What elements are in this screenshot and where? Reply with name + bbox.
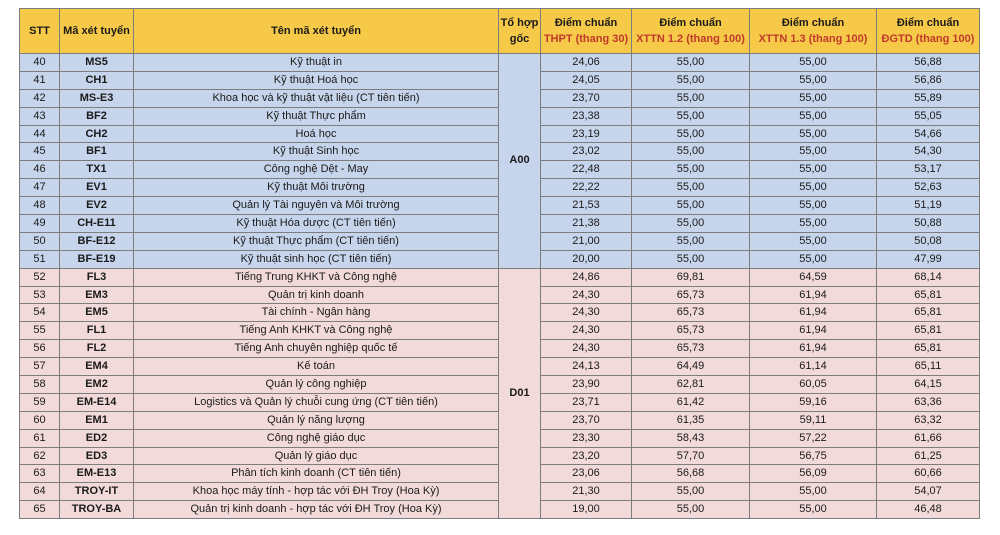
- cell-xttn12: 55,00: [632, 197, 750, 215]
- cell-xttn12: 64,49: [632, 358, 750, 376]
- cell-code: MS-E3: [60, 89, 134, 107]
- header-xttn12-line2: XTTN 1.2 (thang 100): [636, 33, 745, 45]
- cell-xttn13: 55,00: [750, 197, 877, 215]
- header-row: [20, 9, 980, 54]
- header-thpt: [541, 9, 632, 54]
- cell-thpt: 24,30: [541, 340, 632, 358]
- cell-xttn13: 60,05: [750, 376, 877, 394]
- cell-xttn12: 55,00: [632, 71, 750, 89]
- cell-dgtd: 63,32: [877, 411, 980, 429]
- cell-thpt: 24,30: [541, 286, 632, 304]
- cell-dgtd: 63,36: [877, 393, 980, 411]
- cell-xttn13: 55,00: [750, 483, 877, 501]
- cell-xttn13: 55,00: [750, 179, 877, 197]
- header-combo: [499, 9, 541, 54]
- cell-thpt: 23,70: [541, 411, 632, 429]
- header-xttn13: [750, 9, 877, 54]
- cell-xttn13: 55,00: [750, 215, 877, 233]
- admission-scores-table: [19, 8, 980, 519]
- cell-stt: 56: [20, 340, 60, 358]
- cell-xttn13: 55,00: [750, 125, 877, 143]
- cell-name: Quản lý Tài nguyên và Môi trường: [134, 197, 499, 215]
- cell-stt: 43: [20, 107, 60, 125]
- cell-xttn13: 55,00: [750, 54, 877, 72]
- cell-dgtd: 61,25: [877, 447, 980, 465]
- cell-dgtd: 54,30: [877, 143, 980, 161]
- cell-code: MS5: [60, 54, 134, 72]
- cell-code: BF2: [60, 107, 134, 125]
- cell-xttn12: 65,73: [632, 286, 750, 304]
- cell-xttn12: 69,81: [632, 268, 750, 286]
- cell-code: BF1: [60, 143, 134, 161]
- header-xttn12-line1: Điểm chuẩn: [659, 17, 722, 29]
- cell-xttn13: 55,00: [750, 232, 877, 250]
- cell-xttn13: 56,09: [750, 465, 877, 483]
- cell-name: Tiếng Trung KHKT và Công nghệ: [134, 268, 499, 286]
- cell-stt: 52: [20, 268, 60, 286]
- cell-dgtd: 52,63: [877, 179, 980, 197]
- cell-stt: 65: [20, 501, 60, 519]
- cell-code: CH1: [60, 71, 134, 89]
- cell-thpt: 20,00: [541, 250, 632, 268]
- cell-thpt: 24,05: [541, 71, 632, 89]
- cell-code: EM-E14: [60, 393, 134, 411]
- cell-name: Kỹ thuật Hoá học: [134, 71, 499, 89]
- cell-thpt: 24,86: [541, 268, 632, 286]
- cell-xttn13: 56,75: [750, 447, 877, 465]
- cell-thpt: 23,90: [541, 376, 632, 394]
- cell-name: Khoa học máy tính - hợp tác với ĐH Troy (Hoa Kỳ): [134, 483, 499, 501]
- cell-stt: 46: [20, 161, 60, 179]
- header-name: Tên mã xét tuyển: [134, 9, 499, 54]
- cell-xttn13: 61,14: [750, 358, 877, 376]
- cell-code: EM2: [60, 376, 134, 394]
- cell-xttn12: 58,43: [632, 429, 750, 447]
- cell-xttn13: 55,00: [750, 107, 877, 125]
- cell-thpt: 21,53: [541, 197, 632, 215]
- cell-code: EM4: [60, 358, 134, 376]
- cell-xttn13: 55,00: [750, 501, 877, 519]
- cell-dgtd: 68,14: [877, 268, 980, 286]
- cell-dgtd: 47,99: [877, 250, 980, 268]
- cell-name: Kỹ thuật in: [134, 54, 499, 72]
- header-stt: STT: [20, 9, 60, 54]
- cell-name: Công nghệ Dệt - May: [134, 161, 499, 179]
- cell-xttn13: 64,59: [750, 268, 877, 286]
- cell-dgtd: 54,66: [877, 125, 980, 143]
- cell-stt: 62: [20, 447, 60, 465]
- cell-stt: 41: [20, 71, 60, 89]
- cell-name: Tiếng Anh KHKT và Công nghệ: [134, 322, 499, 340]
- cell-thpt: 23,30: [541, 429, 632, 447]
- table-body: [20, 54, 980, 519]
- cell-code: EM5: [60, 304, 134, 322]
- cell-combo-group: D01: [499, 268, 541, 518]
- cell-xttn12: 65,73: [632, 304, 750, 322]
- cell-stt: 55: [20, 322, 60, 340]
- cell-name: Kỹ thuật Sinh học: [134, 143, 499, 161]
- cell-name: Tài chính - Ngân hàng: [134, 304, 499, 322]
- cell-stt: 54: [20, 304, 60, 322]
- cell-thpt: 23,19: [541, 125, 632, 143]
- cell-dgtd: 65,81: [877, 322, 980, 340]
- cell-dgtd: 65,81: [877, 340, 980, 358]
- cell-name: Quản lý công nghiệp: [134, 376, 499, 394]
- cell-name: Quản trị kinh doanh - hợp tác với ĐH Troy (Hoa Kỳ): [134, 501, 499, 519]
- cell-xttn13: 57,22: [750, 429, 877, 447]
- cell-name: Kỹ thuật Thực phẩm (CT tiên tiến): [134, 232, 499, 250]
- cell-dgtd: 51,19: [877, 197, 980, 215]
- cell-code: EV2: [60, 197, 134, 215]
- header-xttn13-line2: XTTN 1.3 (thang 100): [758, 33, 868, 45]
- table-header: [20, 9, 980, 54]
- cell-dgtd: 64,15: [877, 376, 980, 394]
- cell-dgtd: 54,07: [877, 483, 980, 501]
- cell-name: Logistics và Quản lý chuỗi cung ứng (CT tiên tiến): [134, 393, 499, 411]
- header-xttn12: [632, 9, 750, 54]
- cell-name: Công nghệ giáo dục: [134, 429, 499, 447]
- cell-xttn12: 61,35: [632, 411, 750, 429]
- cell-code: TROY-IT: [60, 483, 134, 501]
- cell-dgtd: 61,66: [877, 429, 980, 447]
- cell-stt: 53: [20, 286, 60, 304]
- cell-xttn13: 61,94: [750, 340, 877, 358]
- cell-stt: 59: [20, 393, 60, 411]
- cell-stt: 64: [20, 483, 60, 501]
- cell-xttn12: 65,73: [632, 322, 750, 340]
- cell-code: ED2: [60, 429, 134, 447]
- cell-xttn13: 55,00: [750, 250, 877, 268]
- cell-xttn12: 55,00: [632, 250, 750, 268]
- cell-name: Quản trị kinh doanh: [134, 286, 499, 304]
- cell-thpt: 22,22: [541, 179, 632, 197]
- cell-xttn13: 61,94: [750, 286, 877, 304]
- cell-xttn12: 55,00: [632, 232, 750, 250]
- cell-xttn13: 55,00: [750, 71, 877, 89]
- header-thpt-line1: Điểm chuẩn: [554, 17, 618, 29]
- cell-dgtd: 55,89: [877, 89, 980, 107]
- cell-stt: 47: [20, 179, 60, 197]
- cell-xttn13: 55,00: [750, 161, 877, 179]
- header-code: Mã xét tuyển: [60, 9, 134, 54]
- cell-stt: 50: [20, 232, 60, 250]
- cell-code: TROY-BA: [60, 501, 134, 519]
- cell-combo-group: A00: [499, 54, 541, 269]
- cell-stt: 63: [20, 465, 60, 483]
- cell-stt: 51: [20, 250, 60, 268]
- cell-stt: 60: [20, 411, 60, 429]
- cell-name: Phân tích kinh doanh (CT tiên tiến): [134, 465, 499, 483]
- cell-xttn12: 55,00: [632, 54, 750, 72]
- cell-dgtd: 56,86: [877, 71, 980, 89]
- cell-name: Hoá học: [134, 125, 499, 143]
- cell-xttn13: 61,94: [750, 322, 877, 340]
- cell-name: Kỹ thuật Thực phẩm: [134, 107, 499, 125]
- cell-code: FL1: [60, 322, 134, 340]
- cell-thpt: 22,48: [541, 161, 632, 179]
- cell-dgtd: 65,81: [877, 304, 980, 322]
- cell-xttn12: 65,73: [632, 340, 750, 358]
- cell-code: CH2: [60, 125, 134, 143]
- cell-thpt: 21,00: [541, 232, 632, 250]
- table-row: [20, 268, 980, 286]
- cell-xttn13: 59,16: [750, 393, 877, 411]
- header-xttn13-line1: Điểm chuẩn: [781, 17, 845, 29]
- cell-thpt: 19,00: [541, 501, 632, 519]
- cell-xttn12: 55,00: [632, 483, 750, 501]
- cell-xttn12: 55,00: [632, 215, 750, 233]
- header-combo-line1: Tổ hợp: [500, 17, 539, 29]
- cell-dgtd: 55,05: [877, 107, 980, 125]
- cell-code: BF-E19: [60, 250, 134, 268]
- cell-name: Kỹ thuật Hóa dược (CT tiên tiến): [134, 215, 499, 233]
- cell-stt: 40: [20, 54, 60, 72]
- cell-code: EM1: [60, 411, 134, 429]
- cell-xttn13: 61,94: [750, 304, 877, 322]
- cell-xttn12: 62,81: [632, 376, 750, 394]
- cell-code: BF-E12: [60, 232, 134, 250]
- cell-xttn13: 55,00: [750, 143, 877, 161]
- cell-code: FL2: [60, 340, 134, 358]
- cell-thpt: 23,71: [541, 393, 632, 411]
- cell-code: CH-E11: [60, 215, 134, 233]
- header-dgtd-line2: ĐGTD (thang 100): [881, 33, 975, 45]
- cell-stt: 49: [20, 215, 60, 233]
- cell-name: Kỹ thuật Môi trường: [134, 179, 499, 197]
- cell-xttn13: 55,00: [750, 89, 877, 107]
- cell-xttn12: 55,00: [632, 179, 750, 197]
- cell-thpt: 21,38: [541, 215, 632, 233]
- cell-thpt: 23,06: [541, 465, 632, 483]
- cell-name: Kỹ thuật sinh học (CT tiên tiến): [134, 250, 499, 268]
- cell-stt: 42: [20, 89, 60, 107]
- cell-xttn12: 55,00: [632, 161, 750, 179]
- cell-thpt: 23,38: [541, 107, 632, 125]
- cell-thpt: 21,30: [541, 483, 632, 501]
- cell-stt: 44: [20, 125, 60, 143]
- cell-stt: 45: [20, 143, 60, 161]
- cell-name: Quản lý năng lượng: [134, 411, 499, 429]
- header-dgtd-line1: Điểm chuẩn: [896, 17, 960, 29]
- cell-thpt: 24,13: [541, 358, 632, 376]
- cell-name: Kế toán: [134, 358, 499, 376]
- cell-dgtd: 53,17: [877, 161, 980, 179]
- cell-dgtd: 60,66: [877, 465, 980, 483]
- cell-name: Khoa học và kỹ thuật vật liệu (CT tiên tiến): [134, 89, 499, 107]
- cell-xttn12: 61,42: [632, 393, 750, 411]
- cell-dgtd: 56,88: [877, 54, 980, 72]
- cell-dgtd: 50,88: [877, 215, 980, 233]
- header-combo-line2: gốc: [509, 33, 530, 45]
- cell-xttn13: 59,11: [750, 411, 877, 429]
- cell-code: EV1: [60, 179, 134, 197]
- cell-xttn12: 57,70: [632, 447, 750, 465]
- header-thpt-line2: THPT (thang 30): [543, 33, 629, 45]
- cell-name: Quản lý giáo dục: [134, 447, 499, 465]
- cell-xttn12: 55,00: [632, 89, 750, 107]
- cell-code: TX1: [60, 161, 134, 179]
- cell-xttn12: 55,00: [632, 125, 750, 143]
- cell-xttn12: 55,00: [632, 107, 750, 125]
- cell-name: Tiếng Anh chuyên nghiệp quốc tế: [134, 340, 499, 358]
- cell-stt: 48: [20, 197, 60, 215]
- cell-code: ED3: [60, 447, 134, 465]
- cell-code: EM3: [60, 286, 134, 304]
- cell-stt: 58: [20, 376, 60, 394]
- cell-stt: 57: [20, 358, 60, 376]
- cell-thpt: 23,70: [541, 89, 632, 107]
- cell-stt: 61: [20, 429, 60, 447]
- cell-code: FL3: [60, 268, 134, 286]
- cell-thpt: 24,06: [541, 54, 632, 72]
- cell-dgtd: 50,08: [877, 232, 980, 250]
- cell-dgtd: 46,48: [877, 501, 980, 519]
- cell-xttn12: 56,68: [632, 465, 750, 483]
- cell-xttn12: 55,00: [632, 143, 750, 161]
- table-row: [20, 54, 980, 72]
- cell-thpt: 23,02: [541, 143, 632, 161]
- header-dgtd: [877, 9, 980, 54]
- cell-dgtd: 65,11: [877, 358, 980, 376]
- cell-thpt: 23,20: [541, 447, 632, 465]
- cell-dgtd: 65,81: [877, 286, 980, 304]
- cell-thpt: 24,30: [541, 304, 632, 322]
- cell-thpt: 24,30: [541, 322, 632, 340]
- cell-xttn12: 55,00: [632, 501, 750, 519]
- cell-code: EM-E13: [60, 465, 134, 483]
